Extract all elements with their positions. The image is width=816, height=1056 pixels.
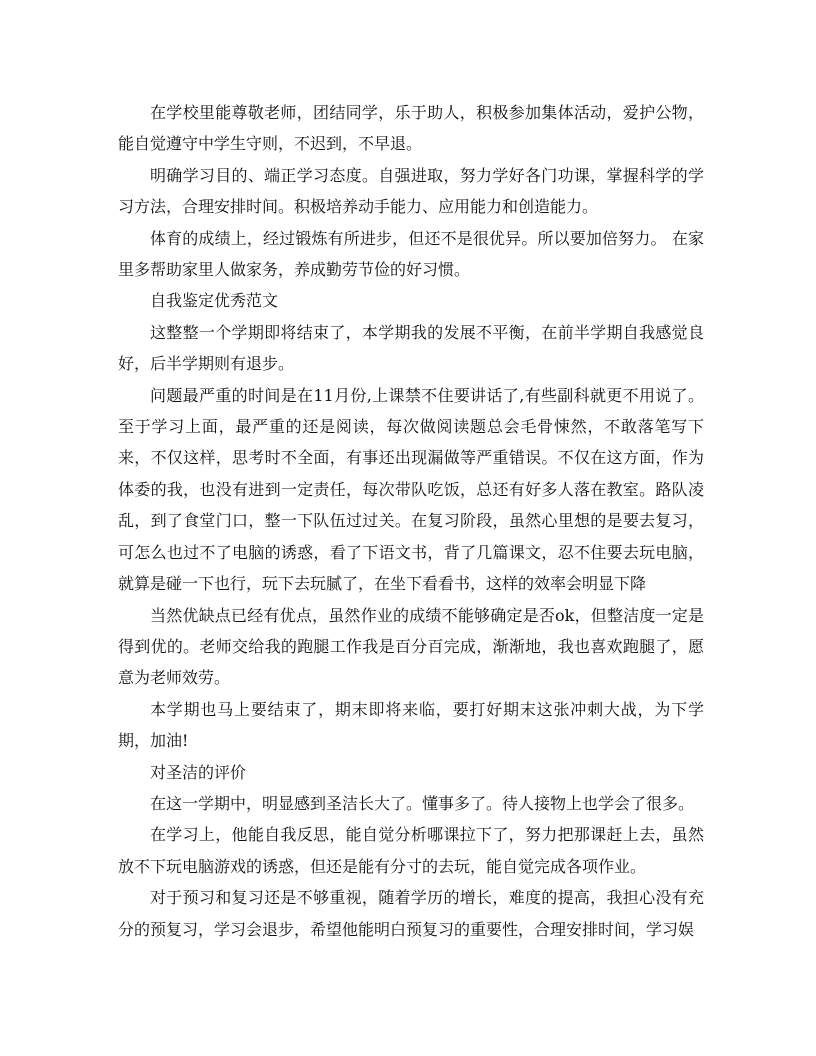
paragraph-preview-review: 对于预习和复习还是不够重视，随着学历的增长，难度的提高，我担心没有充分的预复习，学习会退步，希望他能明白预复习的重要性，合理安排时间，学习娱 — [118, 888, 704, 939]
document-page — [118, 97, 704, 945]
section-heading-self-evaluation: 自我鉴定优秀范文 — [150, 291, 279, 311]
paragraph-strengths: 当然优缺点已经有优点，虽然作业的成绩不能够确定是否ok，但整洁度一定是得到优的。老师交给我的跑腿工作我是百分百完成，渐渐地，我也喜欢跑腿了，愿意为老师效劳。 — [118, 605, 704, 688]
paragraph-closing: 本学期也马上要结束了，期末即将来临，要打好期末这张冲刺大战，为下学期，加油! — [118, 699, 704, 751]
paragraph-sports-housework: 体育的成绩上，经过锻炼有所进步，但还不是很优异。所以要加倍努力。 在家里多帮助家里人做家务，养成勤劳节俭的好习惯。 — [118, 228, 704, 280]
paragraph-growth: 在这一学期中，明显感到圣洁长大了。懂事多了。待人接物上也学会了很多。 — [150, 793, 695, 813]
paragraph-conduct: 在学校里能尊敬老师，团结同学，乐于助人，积极参加集体活动，爱护公物，能自觉遵守中学生守则，不迟到，不早退。 — [118, 103, 704, 154]
paragraph-semester-summary: 这整整一个学期即将结束了，本学期我的发展不平衡，在前半学期自我感觉良好，后半学期则有退步。 — [118, 322, 704, 374]
section-heading-evaluation: 对圣洁的评价 — [150, 762, 247, 782]
paragraph-study-reflection: 在学习上，他能自我反思，能自觉分析哪课拉下了，努力把那课赶上去，虽然放不下玩电脑游戏的诱惑，但还是能有分寸的去玩，能自觉完成各项作业。 — [118, 825, 704, 876]
paragraph-problems: 问题最严重的时间是在11月份,上课禁不住要讲话了,有些副科就更不用说了。至于学习上面，最严重的还是阅读，每次做阅读题总会毛骨悚然，不敢落笔写下来，不仅这样，思考时不全面，有事还出现漏做等严重错误。不仅在这方面，作为体委的我，也没有进到一定责任，每次带队吃饭，总还有好多人落在教室。路队凌乱，到了食堂门口，整一下队伍过过关。在复习阶段，虽然心里想的是要去复习，可怎么也过不了电脑的诱惑，看了下语文书，背了几篇课文，忍不住要去玩电脑，就算是碰一下也行，玩下去玩腻了，在坐下看看书，这样的效率会明显下降 — [118, 385, 704, 594]
paragraph-study-goals: 明确学习目的、端正学习态度。自强进取，努力学好各门功课，掌握科学的学习方法，合理安排时间。积极培养动手能力、应用能力和创造能力。 — [118, 165, 704, 217]
